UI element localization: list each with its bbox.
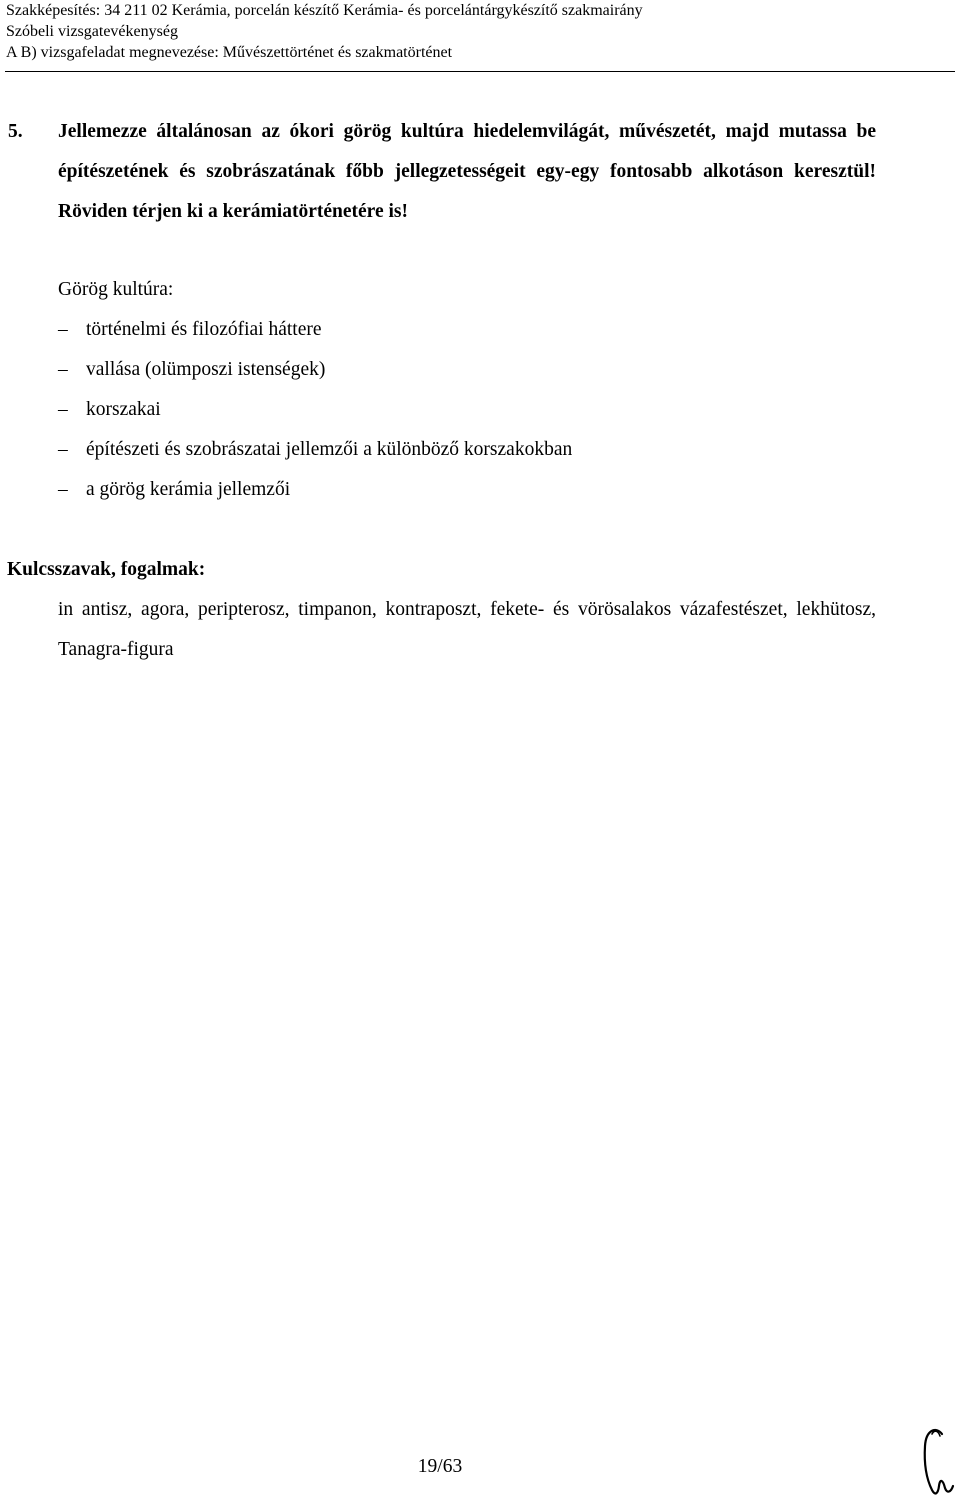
- list-item: [58, 310, 878, 350]
- dash-bullet: –: [58, 479, 68, 500]
- list-item-text: vallása (olümposzi istenségek): [86, 359, 326, 380]
- section-title: Görög kultúra:: [58, 279, 174, 300]
- outline-list: [58, 310, 878, 510]
- task-number: 5.: [8, 121, 23, 142]
- page-header: [6, 0, 954, 63]
- dash-bullet: –: [58, 439, 68, 460]
- list-item: [58, 430, 878, 470]
- keywords-text: in antisz, agora, peripterosz, timpanon, kontraposzt, fekete- és vörösalakos vázafestészet, lekhütosz, Tanagra-figura: [58, 599, 876, 660]
- page-number: 19/63: [417, 1456, 463, 1477]
- list-item-text: a görög kerámia jellemzői: [86, 479, 291, 500]
- list-item: [58, 470, 878, 510]
- outline-section: [58, 270, 878, 510]
- signature-mark: [916, 1420, 960, 1500]
- header-qualification: Szakképesítés: 34 211 02 Kerámia, porcelán készítő Kerámia- és porcelántárgykészítő szakmairány: [6, 2, 643, 19]
- dash-bullet: –: [58, 359, 68, 380]
- header-divider: [5, 71, 955, 72]
- header-exam-task: A B) vizsgafeladat megnevezése: Művészettörténet és szakmatörténet: [6, 44, 453, 61]
- list-item-text: történelmi és filozófiai háttere: [86, 319, 322, 340]
- list-item: [58, 390, 878, 430]
- dash-bullet: –: [58, 399, 68, 420]
- task-question: Jellemezze általánosan az ókori görög kultúra hiedelemvilágát, művészetét, majd mutassa be építészetének és szobrászatának főbb jellegzetességeit egy-egy fontosabb alkotáson keresztül! Röviden térjen ki a kerámiatörténetére is!: [58, 121, 876, 222]
- header-exam-activity: Szóbeli vizsgatevékenység: [6, 23, 178, 40]
- dash-bullet: –: [58, 319, 68, 340]
- list-item-text: építészeti és szobrászatai jellemzői a különböző korszakokban: [86, 439, 573, 460]
- list-item-text: korszakai: [86, 399, 161, 420]
- keywords-heading: Kulcsszavak, fogalmak:: [7, 559, 206, 580]
- list-item: [58, 350, 878, 390]
